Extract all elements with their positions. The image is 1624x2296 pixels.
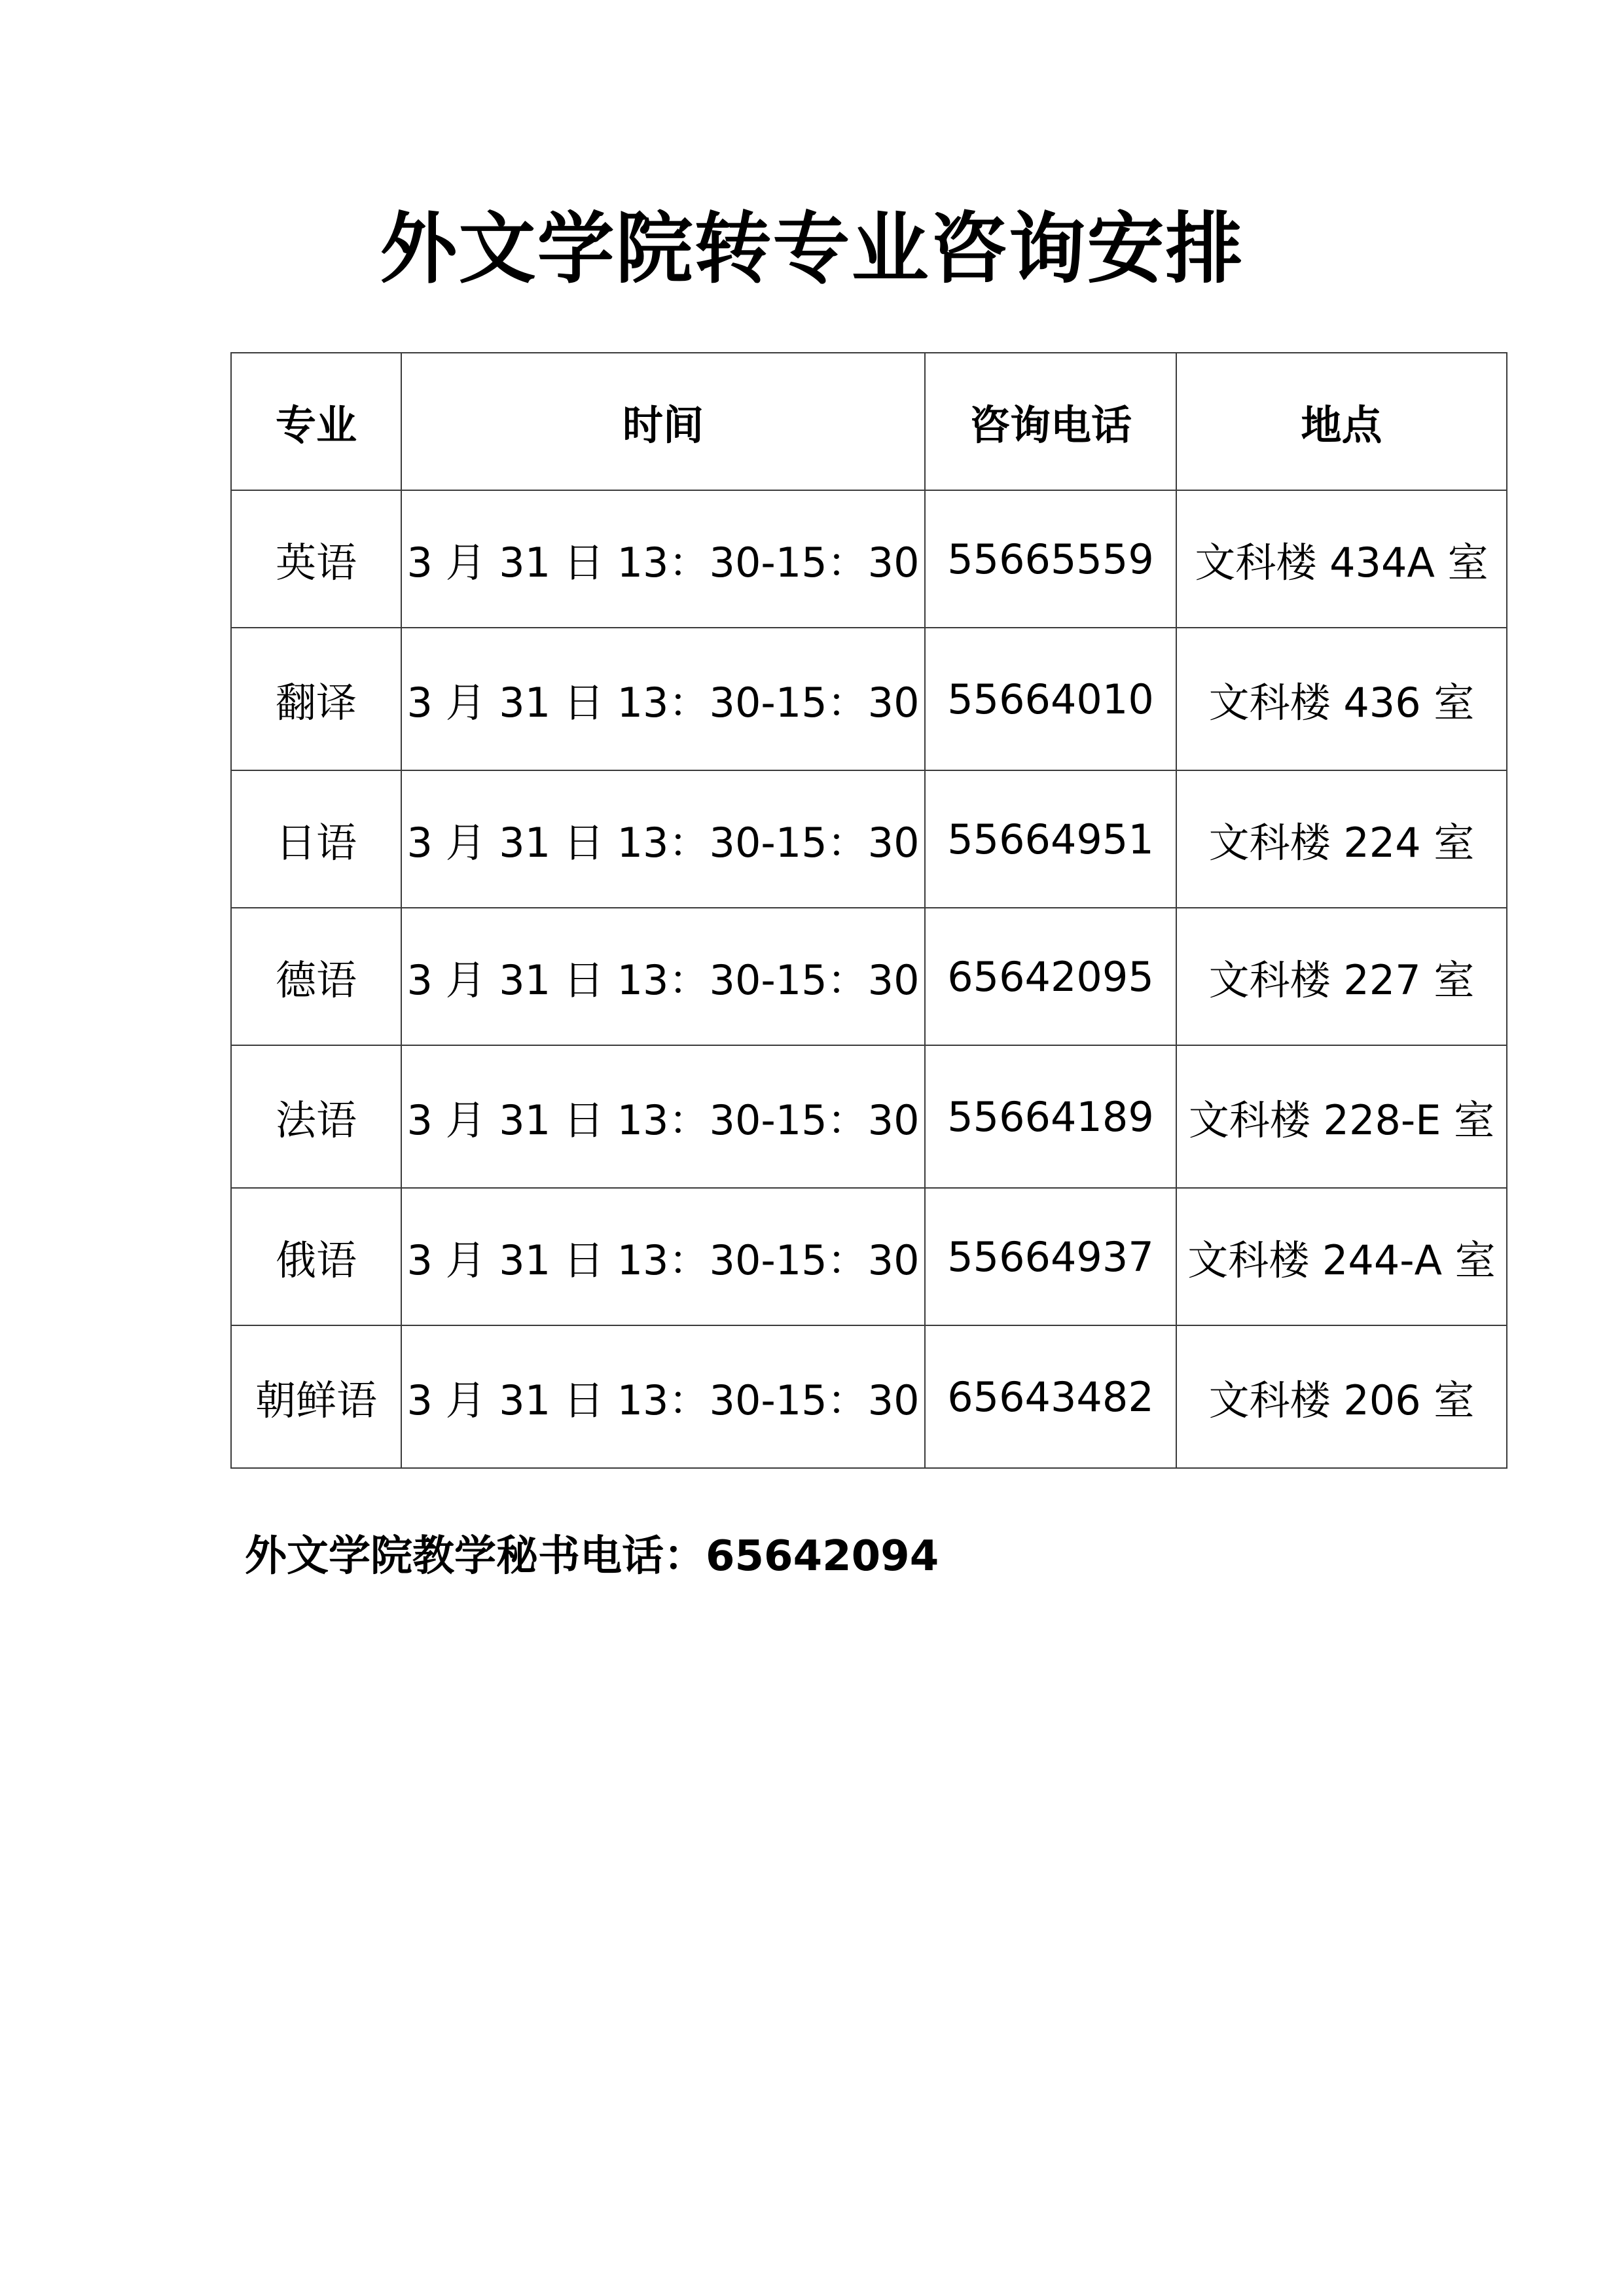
cell-time: 3 月 31 日 13：30-15：30 <box>401 1188 925 1325</box>
cell-major: 朝鲜语 <box>231 1325 401 1468</box>
table-header-row <box>231 353 1507 490</box>
cell-phone: 55665559 <box>925 490 1176 628</box>
cell-location: 文科楼 228-E 室 <box>1176 1045 1507 1188</box>
cell-time: 3 月 31 日 13：30-15：30 <box>401 908 925 1045</box>
cell-location: 文科楼 434A 室 <box>1176 490 1507 628</box>
table-row <box>231 1325 1507 1468</box>
cell-location: 文科楼 224 室 <box>1176 770 1507 908</box>
table-row <box>231 490 1507 628</box>
cell-time: 3 月 31 日 13：30-15：30 <box>401 628 925 770</box>
consultation-schedule-table <box>230 352 1507 1469</box>
header-phone: 咨询电话 <box>925 353 1176 490</box>
cell-time: 3 月 31 日 13：30-15：30 <box>401 490 925 628</box>
cell-major: 翻译 <box>231 628 401 770</box>
page-title: 外文学院转专业咨询安排 <box>380 204 1244 294</box>
table-row <box>231 1045 1507 1188</box>
cell-phone: 55664951 <box>925 770 1176 908</box>
table-row <box>231 1188 1507 1325</box>
table-row <box>231 628 1507 770</box>
cell-time: 3 月 31 日 13：30-15：30 <box>401 1325 925 1468</box>
header-location: 地点 <box>1176 353 1507 490</box>
cell-phone: 55664189 <box>925 1045 1176 1188</box>
table-row <box>231 908 1507 1045</box>
cell-location: 文科楼 436 室 <box>1176 628 1507 770</box>
secretary-phone-note: 外文学院教学秘书电话：65642094 <box>245 1532 939 1581</box>
cell-location: 文科楼 227 室 <box>1176 908 1507 1045</box>
cell-time: 3 月 31 日 13：30-15：30 <box>401 1045 925 1188</box>
header-major: 专业 <box>231 353 401 490</box>
cell-time: 3 月 31 日 13：30-15：30 <box>401 770 925 908</box>
cell-phone: 55664010 <box>925 628 1176 770</box>
cell-phone: 65643482 <box>925 1325 1176 1468</box>
header-time: 时间 <box>401 353 925 490</box>
cell-phone: 55664937 <box>925 1188 1176 1325</box>
cell-location: 文科楼 244-A 室 <box>1176 1188 1507 1325</box>
cell-phone: 65642095 <box>925 908 1176 1045</box>
cell-major: 俄语 <box>231 1188 401 1325</box>
cell-major: 英语 <box>231 490 401 628</box>
table-row <box>231 770 1507 908</box>
cell-major: 法语 <box>231 1045 401 1188</box>
cell-location: 文科楼 206 室 <box>1176 1325 1507 1468</box>
cell-major: 德语 <box>231 908 401 1045</box>
cell-major: 日语 <box>231 770 401 908</box>
